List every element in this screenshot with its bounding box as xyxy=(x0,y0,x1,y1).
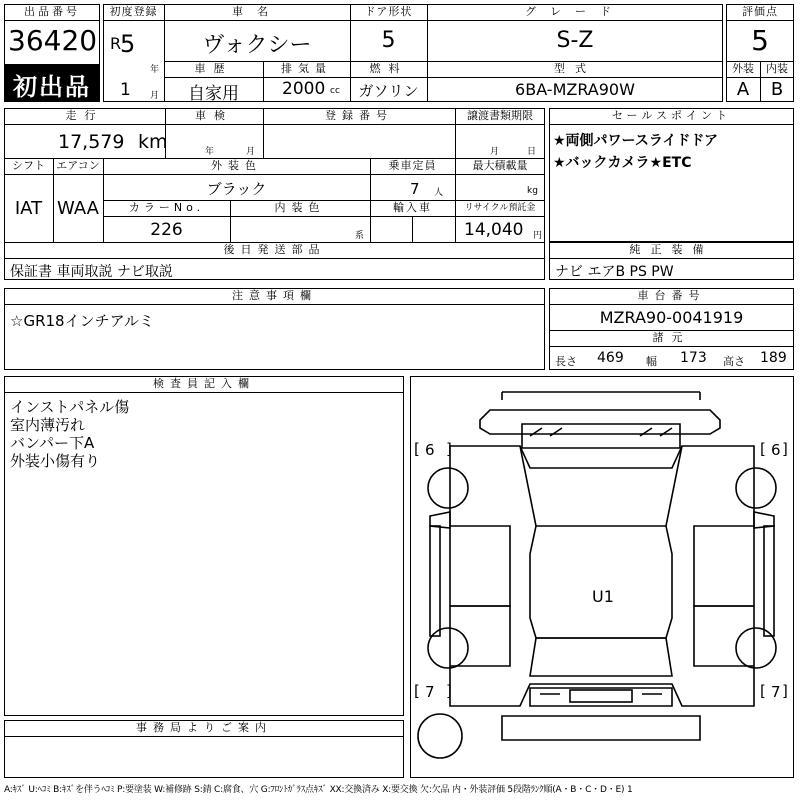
color-no-label: カラーNo. xyxy=(128,201,205,214)
fuel-label: 燃料 xyxy=(369,62,408,75)
right-door-rear xyxy=(694,606,754,666)
displacement-label: 排気量 xyxy=(281,62,332,75)
tire-bracket-fr: [ xyxy=(760,440,766,458)
transfer-deadline-label: 譲渡書類期限 xyxy=(467,109,533,122)
car-name: ヴォクシー xyxy=(202,33,312,58)
transfer-day-unit: 日 xyxy=(527,147,537,157)
height-label: 高さ xyxy=(723,355,745,368)
length-label: 長さ xyxy=(555,355,577,368)
left-door-front xyxy=(450,526,510,606)
equipment-label: 純正装備 xyxy=(629,243,714,256)
body-outline xyxy=(450,446,754,706)
grade-label: グレード xyxy=(525,5,625,18)
a-pillar-left xyxy=(520,446,536,526)
ac: WAA xyxy=(57,198,99,219)
inspection-label: 車検 xyxy=(195,109,233,122)
import-label: 輸入車 xyxy=(393,201,432,214)
int-grade-label: 内装 xyxy=(766,62,788,75)
ext-color: ブラック xyxy=(206,180,267,198)
wheel-front-left xyxy=(428,468,468,508)
right-door-front xyxy=(694,526,754,606)
chassis: MZRA90-0041919 xyxy=(599,308,744,327)
door-label: ドア形状 xyxy=(364,5,413,18)
reg-number-label: 登録番号 xyxy=(325,109,393,122)
caution-label: 注意事項欄 xyxy=(232,289,317,302)
tire-bracket-fl: [ xyxy=(414,440,420,458)
era-letter: R xyxy=(110,34,122,53)
sales-points-label: セールスポイント xyxy=(611,109,731,122)
color-no: 226 xyxy=(150,220,183,240)
inspection-month-unit: 月 xyxy=(246,147,256,157)
int-color-label: 内装色 xyxy=(274,201,326,214)
ext-grade-label: 外装 xyxy=(732,62,754,75)
tire-tread-front-right: 6 xyxy=(771,441,781,459)
car-diagram xyxy=(410,376,794,778)
int-color-unit: 系 xyxy=(355,231,365,241)
spare-tire xyxy=(418,714,462,758)
mileage-unit: km xyxy=(138,131,168,153)
shift-label: シフト xyxy=(12,159,45,172)
later-parts: 保証書 車両取説 ナビ取説 xyxy=(10,264,173,280)
tire-bracket-rr-close: ] xyxy=(782,682,788,700)
tire-bracket-fl-close: ] xyxy=(446,440,452,458)
grade: S-Z xyxy=(556,28,594,53)
displacement: 2000 xyxy=(282,79,326,99)
transfer-month-unit: 月 xyxy=(490,147,500,157)
chassis-label: 車台番号 xyxy=(637,289,706,302)
recycle: 14,040 xyxy=(464,220,524,240)
score: 5 xyxy=(751,24,769,57)
sales-point-2: ★バックカメラ★ETC xyxy=(553,155,692,171)
lot-number-label: 出品番号 xyxy=(24,5,80,18)
first-listing-text: 初出品 xyxy=(13,73,91,101)
door: 5 xyxy=(381,28,396,53)
first-reg-label: 初度登録 xyxy=(109,5,158,18)
history: 自家用 xyxy=(188,84,239,104)
sales-point-1: ★両側パワースライドドア xyxy=(553,133,719,149)
wheel-rear-right xyxy=(736,628,776,668)
reg-month: 1 xyxy=(120,80,131,100)
inspector-label: 検査員記入欄 xyxy=(153,377,255,390)
history-label: 車歴 xyxy=(194,62,233,75)
model: 6BA-MZRA90W xyxy=(515,80,635,99)
tire-bracket-rl-close: ] xyxy=(446,682,452,700)
equipment: ナビ エアB PS PW xyxy=(555,264,674,280)
left-side-rail xyxy=(430,526,440,636)
right-side-rail xyxy=(764,526,774,636)
fuel: ガソリン xyxy=(358,82,419,100)
hood-outline xyxy=(480,410,720,434)
capacity: 7 xyxy=(410,180,420,198)
capacity-unit: 人 xyxy=(434,188,444,198)
front-bumper-outline xyxy=(502,392,700,400)
caution: ☆GR18インチアルミ xyxy=(10,312,154,330)
recycle-unit: 円 xyxy=(533,231,543,241)
later-parts-label: 後日発送部品 xyxy=(223,243,326,256)
rear-license-plate xyxy=(570,690,632,702)
max-load-unit: kg xyxy=(527,186,538,196)
mileage: 17,579 xyxy=(58,131,125,153)
wheel-front-right xyxy=(736,468,776,508)
tire-tread-rear-left: 7 xyxy=(425,683,435,701)
rear-bumper-outline xyxy=(502,716,700,740)
score-label: 評価点 xyxy=(742,5,778,18)
a-pillar-right xyxy=(666,446,682,526)
roof-outline xyxy=(530,526,672,638)
width: 173 xyxy=(680,350,707,366)
lot-number: 36420 xyxy=(8,24,98,57)
inspector-note-2: 室内薄汚れ xyxy=(10,416,86,434)
front-windshield-outline xyxy=(522,424,680,448)
shift: IAT xyxy=(14,198,43,219)
ac-label: エアコン xyxy=(56,159,100,172)
dims-label: 諸元 xyxy=(652,331,691,344)
car-name-label: 車名 xyxy=(232,5,282,18)
rear-window-outline xyxy=(530,638,672,676)
capacity-label: 乗車定員 xyxy=(388,159,437,172)
roof-damage-mark: U1 xyxy=(592,587,614,606)
inspection-year-unit: 年 xyxy=(205,147,215,157)
ext-grade: A xyxy=(736,79,750,100)
era-year: 5 xyxy=(120,30,136,58)
left-door-rear xyxy=(450,606,510,666)
mileage-label: 走行 xyxy=(65,109,104,122)
model-label: 型式 xyxy=(554,62,596,75)
inspector-note-4: 外装小傷有り xyxy=(10,452,101,470)
tire-bracket-rr: [ xyxy=(760,682,766,700)
wheel-rear-left xyxy=(428,628,468,668)
tire-bracket-rl: [ xyxy=(414,682,420,700)
office-label: 事務局よりご案内 xyxy=(136,721,272,734)
ext-color-label: 外装色 xyxy=(211,159,262,172)
sales-points-box xyxy=(549,108,794,242)
inspector-note-3: バンパー下A xyxy=(10,434,95,452)
width-label: 幅 xyxy=(646,355,657,368)
year-unit: 年 xyxy=(150,65,160,75)
length: 469 xyxy=(597,350,624,366)
displacement-unit: cc xyxy=(330,86,340,96)
recycle-label: リサイクル預託金 xyxy=(464,203,536,213)
height: 189 xyxy=(760,350,787,366)
month-unit: 月 xyxy=(150,91,160,101)
legend-text: A:ｷｽﾞ U:ﾍｺﾐ B:ｷｽﾞを伴うﾍｺﾐ P:要塗装 W:補修跡 S:錆 C:腐食、穴 G:ﾌﾛﾝﾄｶﾞﾗｽ点ｷｽﾞ XX:交換済み X:要交換 欠:欠品 内・外装評価 5段階ﾗﾝｸ順(A・B・C・D・E) 1 xyxy=(4,785,633,795)
inspector-note-1: インストパネル傷 xyxy=(10,398,130,416)
int-grade: B xyxy=(770,79,784,100)
tire-bracket-fr-close: ] xyxy=(782,440,788,458)
tire-tread-front-left: 6 xyxy=(425,441,435,459)
tire-tread-rear-right: 7 xyxy=(771,683,781,701)
max-load-label: 最大積載量 xyxy=(472,159,528,172)
